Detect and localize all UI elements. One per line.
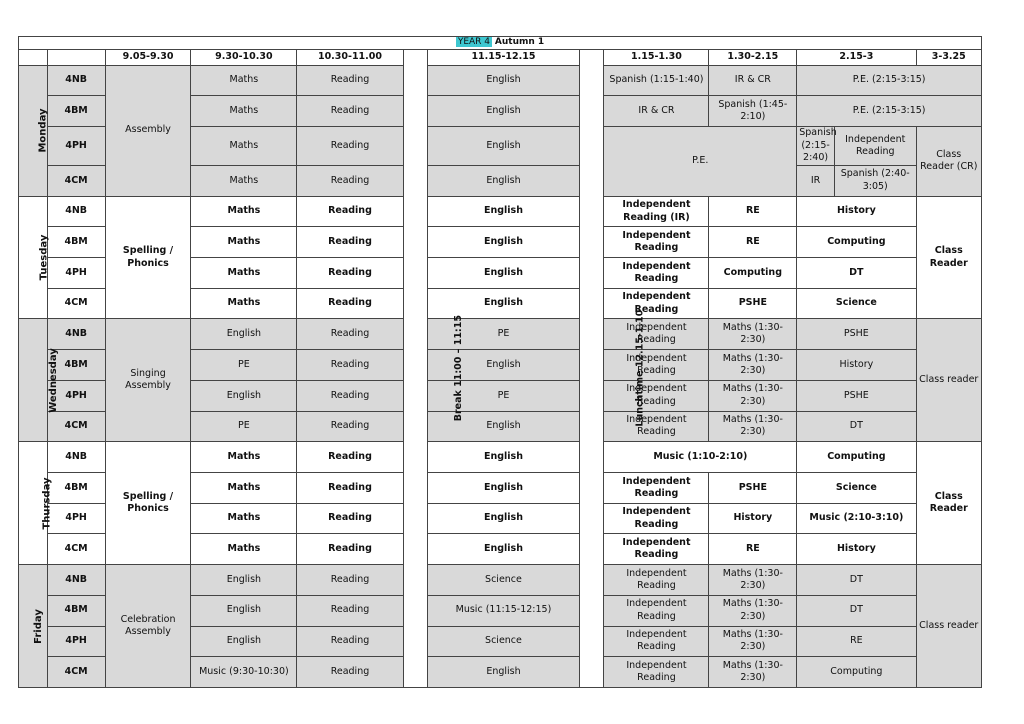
day-label-wednesday: Wednesday xyxy=(19,319,48,442)
class-cell: 4NB xyxy=(47,442,105,473)
timetable xyxy=(18,36,982,688)
lesson-cell: Science xyxy=(427,626,579,657)
first-slot-cell: Singing Assembly xyxy=(105,319,191,442)
lesson-cell: Maths xyxy=(191,165,297,196)
class-cell: 4PH xyxy=(47,626,105,657)
end-slot-cell: Class Reader (CR) xyxy=(916,127,981,197)
class-cell: 4NB xyxy=(47,196,105,227)
lesson-cell: Maths xyxy=(191,288,297,319)
timetable-title xyxy=(19,37,982,50)
lunch-column xyxy=(579,50,646,688)
class-cell: 4PH xyxy=(47,380,105,411)
lesson-cell: Reading xyxy=(297,380,403,411)
break-column xyxy=(403,50,464,688)
lesson-cell: Music (11:15-12:15) xyxy=(427,595,579,626)
lesson-cell: RE xyxy=(709,227,797,258)
lesson-cell: Reading xyxy=(297,127,403,166)
lesson-cell: Science xyxy=(797,473,916,504)
lesson-cell: Reading xyxy=(297,227,403,258)
lesson-cell: RE xyxy=(797,626,916,657)
lesson-cell: Independent Reading xyxy=(604,350,709,381)
header-slot: 3-3.25 xyxy=(916,50,981,65)
lesson-cell: Independent Reading xyxy=(604,411,709,442)
lesson-cell: Independent Reading xyxy=(604,227,709,258)
year-highlight: YEAR 4 xyxy=(457,37,491,48)
lesson-cell: Reading xyxy=(297,258,403,289)
class-cell: 4BM xyxy=(47,473,105,504)
class-cell: 4PH xyxy=(47,258,105,289)
lesson-cell: Independent Reading xyxy=(604,473,709,504)
lesson-cell: IR & CR xyxy=(709,65,797,96)
lesson-cell: Independent Reading xyxy=(604,258,709,289)
lesson-cell: Independent Reading xyxy=(604,657,709,688)
lesson-cell: Reading xyxy=(297,442,403,473)
lesson-cell: Science xyxy=(797,288,916,319)
header-slot: 10.30-11.00 xyxy=(297,50,403,65)
lesson-cell: PE xyxy=(191,411,297,442)
class-cell: 4CM xyxy=(47,534,105,565)
lesson-cell: P.E. xyxy=(604,127,797,197)
lesson-cell: Maths (1:30-2:30) xyxy=(709,350,797,381)
lesson-cell: Spanish (2:40-3:05) xyxy=(834,165,916,196)
lesson-cell: Reading xyxy=(297,196,403,227)
lesson-cell: Maths (1:30-2:30) xyxy=(709,411,797,442)
lesson-cell: English xyxy=(427,442,579,473)
first-slot-cell: Celebration Assembly xyxy=(105,565,191,688)
header-slot: 11.15-12.15 xyxy=(427,50,579,65)
lesson-cell: Computing xyxy=(797,657,916,688)
lesson-cell: Maths xyxy=(191,227,297,258)
lesson-cell: P.E. (2:15-3:15) xyxy=(797,65,982,96)
lesson-cell: Science xyxy=(427,565,579,596)
lesson-cell: Maths xyxy=(191,65,297,96)
class-cell: 4NB xyxy=(47,319,105,350)
lesson-cell: English xyxy=(427,196,579,227)
lesson-cell: PSHE xyxy=(797,380,916,411)
lesson-cell: Maths xyxy=(191,96,297,127)
class-cell: 4CM xyxy=(47,288,105,319)
lesson-cell: Reading xyxy=(297,473,403,504)
lesson-cell: Spanish (1:45-2:10) xyxy=(709,96,797,127)
class-cell: 4CM xyxy=(47,411,105,442)
lesson-cell: Independent Reading xyxy=(604,288,709,319)
lesson-cell: Reading xyxy=(297,534,403,565)
lesson-cell: English xyxy=(191,380,297,411)
lesson-cell: English xyxy=(427,65,579,96)
lesson-cell: Computing xyxy=(797,227,916,258)
lesson-cell: Independent Reading xyxy=(604,595,709,626)
lesson-cell: IR & CR xyxy=(604,96,709,127)
lesson-cell: English xyxy=(427,288,579,319)
lesson-cell: PSHE xyxy=(797,319,916,350)
lesson-cell: History xyxy=(709,503,797,534)
class-cell: 4NB xyxy=(47,565,105,596)
lesson-cell: Independent Reading xyxy=(604,319,709,350)
lesson-cell: English xyxy=(427,473,579,504)
lesson-cell: Reading xyxy=(297,96,403,127)
lesson-cell: English xyxy=(191,626,297,657)
lesson-cell: Music (2:10-3:10) xyxy=(797,503,916,534)
lesson-cell: English xyxy=(191,319,297,350)
break-label: Break 11:00 – 11:15 xyxy=(452,315,464,422)
lesson-cell: Maths xyxy=(191,503,297,534)
lesson-cell: Reading xyxy=(297,565,403,596)
lesson-cell: Reading xyxy=(297,319,403,350)
lesson-cell: Music (1:10-2:10) xyxy=(604,442,797,473)
end-slot-cell: Class reader xyxy=(916,565,981,688)
header-blank-class xyxy=(47,50,105,65)
lesson-cell: Maths xyxy=(191,534,297,565)
end-slot-cell: Class Reader xyxy=(916,442,981,565)
class-cell: 4PH xyxy=(47,503,105,534)
lesson-cell: English xyxy=(427,534,579,565)
lesson-cell: English xyxy=(427,227,579,258)
term-label: Autumn 1 xyxy=(494,37,545,48)
day-label-monday: Monday xyxy=(19,65,48,196)
lesson-cell: English xyxy=(427,96,579,127)
lesson-cell: English xyxy=(427,657,579,688)
day-label-thursday: Thursday xyxy=(19,442,48,565)
lesson-cell: PE xyxy=(427,380,579,411)
lesson-cell: Independent Reading xyxy=(604,626,709,657)
lesson-cell: English xyxy=(427,350,579,381)
header-blank-day xyxy=(19,50,48,65)
lesson-cell: English xyxy=(427,258,579,289)
class-cell: 4BM xyxy=(47,227,105,258)
class-cell: 4BM xyxy=(47,96,105,127)
first-slot-cell: Spelling / Phonics xyxy=(105,196,191,319)
lesson-cell: Maths xyxy=(191,196,297,227)
lesson-cell: Maths xyxy=(191,442,297,473)
header-slot: 9.05-9.30 xyxy=(105,50,191,65)
lesson-cell: English xyxy=(427,503,579,534)
lesson-cell: Maths (1:30-2:30) xyxy=(709,565,797,596)
class-cell: 4NB xyxy=(47,65,105,96)
header-slot: 2.15-3 xyxy=(797,50,916,65)
class-cell: 4BM xyxy=(47,595,105,626)
lesson-cell: Maths (1:30-2:30) xyxy=(709,626,797,657)
lesson-cell: Maths xyxy=(191,258,297,289)
lesson-cell: Spanish (2:15-2:40) xyxy=(797,127,835,166)
lunch-label: Lunchtime 12.15-1.10 xyxy=(634,310,646,428)
lesson-cell: DT xyxy=(797,258,916,289)
lesson-cell: DT xyxy=(797,595,916,626)
lesson-cell: Independent Reading xyxy=(604,565,709,596)
lesson-cell: Reading xyxy=(297,288,403,319)
header-slot: 9.30-10.30 xyxy=(191,50,297,65)
lesson-cell: History xyxy=(797,350,916,381)
lesson-cell: Spanish (1:15-1:40) xyxy=(604,65,709,96)
lesson-cell: Reading xyxy=(297,626,403,657)
lesson-cell: Computing xyxy=(797,442,916,473)
lesson-cell: Reading xyxy=(297,595,403,626)
header-slot: 1.30-2.15 xyxy=(709,50,797,65)
lesson-cell: Reading xyxy=(297,657,403,688)
lesson-cell: English xyxy=(191,595,297,626)
class-cell: 4CM xyxy=(47,657,105,688)
lesson-cell: Reading xyxy=(297,350,403,381)
lesson-cell: English xyxy=(191,565,297,596)
lesson-cell: English xyxy=(427,165,579,196)
first-slot-cell: Spelling / Phonics xyxy=(105,442,191,565)
class-cell: 4PH xyxy=(47,127,105,166)
day-label-tuesday: Tuesday xyxy=(19,196,48,319)
lesson-cell: DT xyxy=(797,565,916,596)
lesson-cell: English xyxy=(427,127,579,166)
end-slot-cell: Class reader xyxy=(916,319,981,442)
lesson-cell: PSHE xyxy=(709,473,797,504)
lesson-cell: Music (9:30-10:30) xyxy=(191,657,297,688)
header-slot: 1.15-1.30 xyxy=(604,50,709,65)
lesson-cell: Computing xyxy=(709,258,797,289)
lesson-cell: PSHE xyxy=(709,288,797,319)
lesson-cell: Maths xyxy=(191,127,297,166)
lesson-cell: Reading xyxy=(297,503,403,534)
lesson-cell: Maths (1:30-2:30) xyxy=(709,595,797,626)
first-slot-cell: Assembly xyxy=(105,65,191,196)
lesson-cell: Independent Reading xyxy=(604,503,709,534)
lesson-cell: RE xyxy=(709,196,797,227)
lesson-cell: Maths xyxy=(191,473,297,504)
class-cell: 4BM xyxy=(47,350,105,381)
day-label-friday: Friday xyxy=(19,565,48,688)
end-slot-cell: Class Reader xyxy=(916,196,981,319)
lesson-cell: Reading xyxy=(297,65,403,96)
lesson-cell: Independent Reading (IR) xyxy=(604,196,709,227)
lesson-cell: DT xyxy=(797,411,916,442)
lesson-cell: PE xyxy=(427,319,579,350)
lesson-cell: English xyxy=(427,411,579,442)
lesson-cell: History xyxy=(797,196,916,227)
lesson-cell: Independent Reading xyxy=(834,127,916,166)
lesson-cell: Maths (1:30-2:30) xyxy=(709,319,797,350)
class-cell: 4CM xyxy=(47,165,105,196)
lesson-cell: Maths (1:30-2:30) xyxy=(709,380,797,411)
lesson-cell: Independent Reading xyxy=(604,534,709,565)
lesson-cell: P.E. (2:15-3:15) xyxy=(797,96,982,127)
lesson-cell: IR xyxy=(797,165,835,196)
lesson-cell: PE xyxy=(191,350,297,381)
lesson-cell: Maths (1:30-2:30) xyxy=(709,657,797,688)
lesson-cell: Reading xyxy=(297,165,403,196)
lesson-cell: Independent Reading xyxy=(604,380,709,411)
lesson-cell: Reading xyxy=(297,411,403,442)
lesson-cell: RE xyxy=(709,534,797,565)
lesson-cell: History xyxy=(797,534,916,565)
